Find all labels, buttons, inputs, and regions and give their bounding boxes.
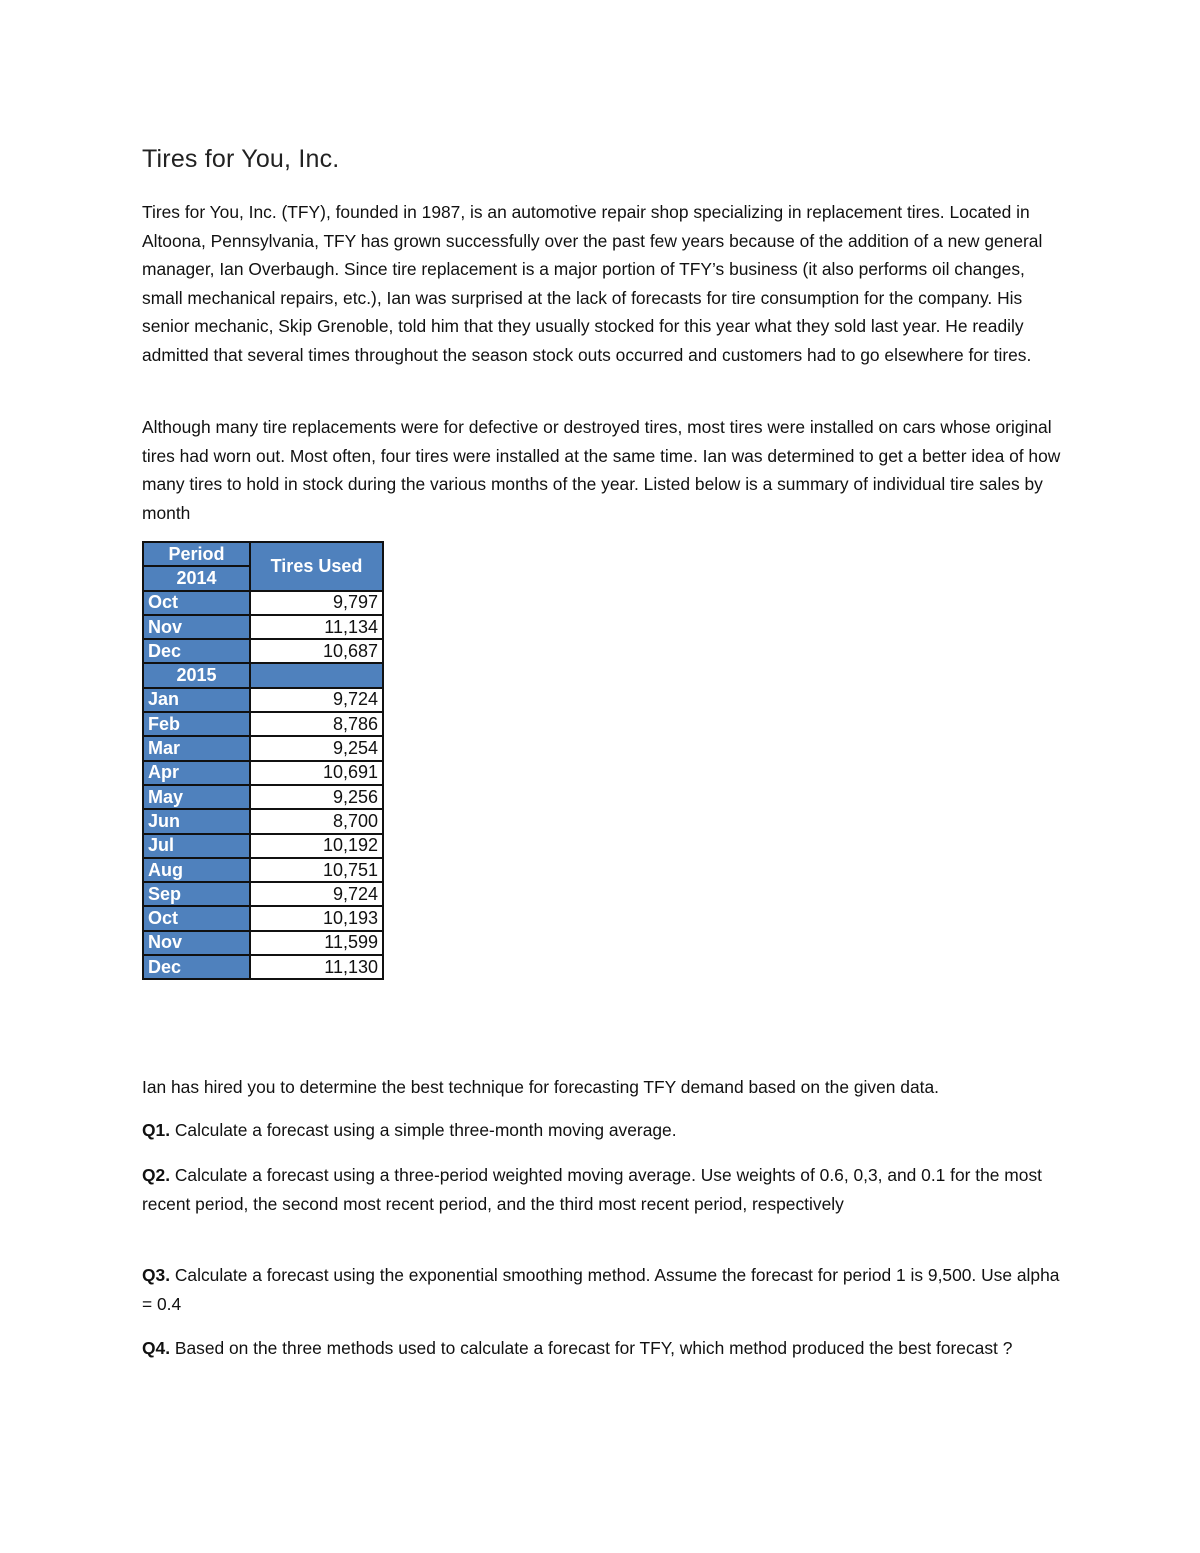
table-header-row <box>143 542 383 566</box>
table-row <box>143 712 383 736</box>
month-cell: Aug <box>143 858 250 882</box>
question-2-label: Q2. <box>142 1165 171 1185</box>
table-row <box>143 591 383 615</box>
tires-used-cell: 9,256 <box>250 785 383 809</box>
question-3-label: Q3. <box>142 1265 171 1285</box>
month-cell: Mar <box>143 736 250 760</box>
tires-used-cell: 8,786 <box>250 712 383 736</box>
tires-used-cell: 10,687 <box>250 639 383 663</box>
month-cell: Dec <box>143 955 250 979</box>
table-row <box>143 688 383 712</box>
tires-used-cell: 9,724 <box>250 688 383 712</box>
month-cell: Oct <box>143 906 250 930</box>
question-2-text: Calculate a forecast using a three-period weighted moving average. Use weights of 0.6, 0,3, and 0.1 for the most recent period, the second most recent period, and the third most recent period, respectively <box>142 1165 1042 1214</box>
table-row <box>143 639 383 663</box>
month-cell: Dec <box>143 639 250 663</box>
tire-sales-table <box>142 541 384 980</box>
tires-used-header: Tires Used <box>250 542 383 591</box>
task-paragraph: Ian has hired you to determine the best technique for forecasting TFY demand based on the given data. <box>142 1077 939 1097</box>
tires-used-cell: 9,724 <box>250 882 383 906</box>
month-cell: Oct <box>143 591 250 615</box>
month-cell: Nov <box>143 615 250 639</box>
question-4-label: Q4. <box>142 1338 171 1358</box>
tires-used-cell: 11,130 <box>250 955 383 979</box>
table-row <box>143 858 383 882</box>
year-row-2015 <box>143 663 383 687</box>
question-4-text: Based on the three methods used to calculate a forecast for TFY, which method produced the best forecast ? <box>170 1338 1013 1358</box>
month-cell: Jul <box>143 834 250 858</box>
intro-paragraph: Tires for You, Inc. (TFY), founded in 1987, is an automotive repair shop specializing in replacement tires. Located in Altoona, Pennsylvania, TFY has grown successfully over the past few years because of the addition of a new general manager, Ian Overbaugh. Since tire replacement is a major portion of TFY’s business (it also performs oil changes, small mechanical repairs, etc.), Ian was surprised at the lack of forecasts for tire consumption for the company. His senior mechanic, Skip Grenoble, told him that they usually stocked for this year what they sold last year. He readily admitted that several times throughout the season stock outs occurred and customers had to go elsewhere for tires. <box>142 202 1043 365</box>
month-cell: Sep <box>143 882 250 906</box>
question-3 <box>142 1261 1062 1318</box>
year-blank-cell <box>250 663 383 687</box>
tires-used-cell: 10,192 <box>250 834 383 858</box>
month-cell: Jan <box>143 688 250 712</box>
table-row <box>143 834 383 858</box>
tires-used-cell: 11,599 <box>250 931 383 955</box>
context-paragraph: Although many tire replacements were for defective or destroyed tires, most tires were installed on cars whose original tires had worn out. Most often, four tires were installed at the same time. Ian was determined to get a better idea of how many tires to hold in stock during the various months of the year. Listed below is a summary of individual tire sales by month <box>142 417 1061 523</box>
table-row <box>143 809 383 833</box>
year-label-2014: 2014 <box>143 566 250 590</box>
question-1-label: Q1. <box>142 1120 171 1140</box>
month-cell: May <box>143 785 250 809</box>
month-cell: Apr <box>143 761 250 785</box>
table-row <box>143 785 383 809</box>
table-row <box>143 955 383 979</box>
tires-used-cell: 9,254 <box>250 736 383 760</box>
month-cell: Nov <box>143 931 250 955</box>
table-row <box>143 761 383 785</box>
tires-used-cell: 10,193 <box>250 906 383 930</box>
tires-used-cell: 8,700 <box>250 809 383 833</box>
tires-used-cell: 10,691 <box>250 761 383 785</box>
table-row <box>143 931 383 955</box>
tires-used-cell: 11,134 <box>250 615 383 639</box>
question-3-text: Calculate a forecast using the exponential smoothing method. Assume the forecast for period 1 is 9,500. Use alpha = 0.4 <box>142 1265 1060 1314</box>
period-header: Period <box>143 542 250 566</box>
table-row <box>143 615 383 639</box>
year-label-2015: 2015 <box>143 663 250 687</box>
question-1 <box>142 1116 1062 1145</box>
tires-used-cell: 9,797 <box>250 591 383 615</box>
month-cell: Feb <box>143 712 250 736</box>
tires-used-cell: 10,751 <box>250 858 383 882</box>
table-row <box>143 736 383 760</box>
month-cell: Jun <box>143 809 250 833</box>
question-2 <box>142 1161 1062 1218</box>
question-4 <box>142 1334 1062 1363</box>
table-row <box>143 882 383 906</box>
question-1-text: Calculate a forecast using a simple three-month moving average. <box>170 1120 677 1140</box>
document-title: Tires for You, Inc. <box>142 145 340 173</box>
table-row <box>143 906 383 930</box>
